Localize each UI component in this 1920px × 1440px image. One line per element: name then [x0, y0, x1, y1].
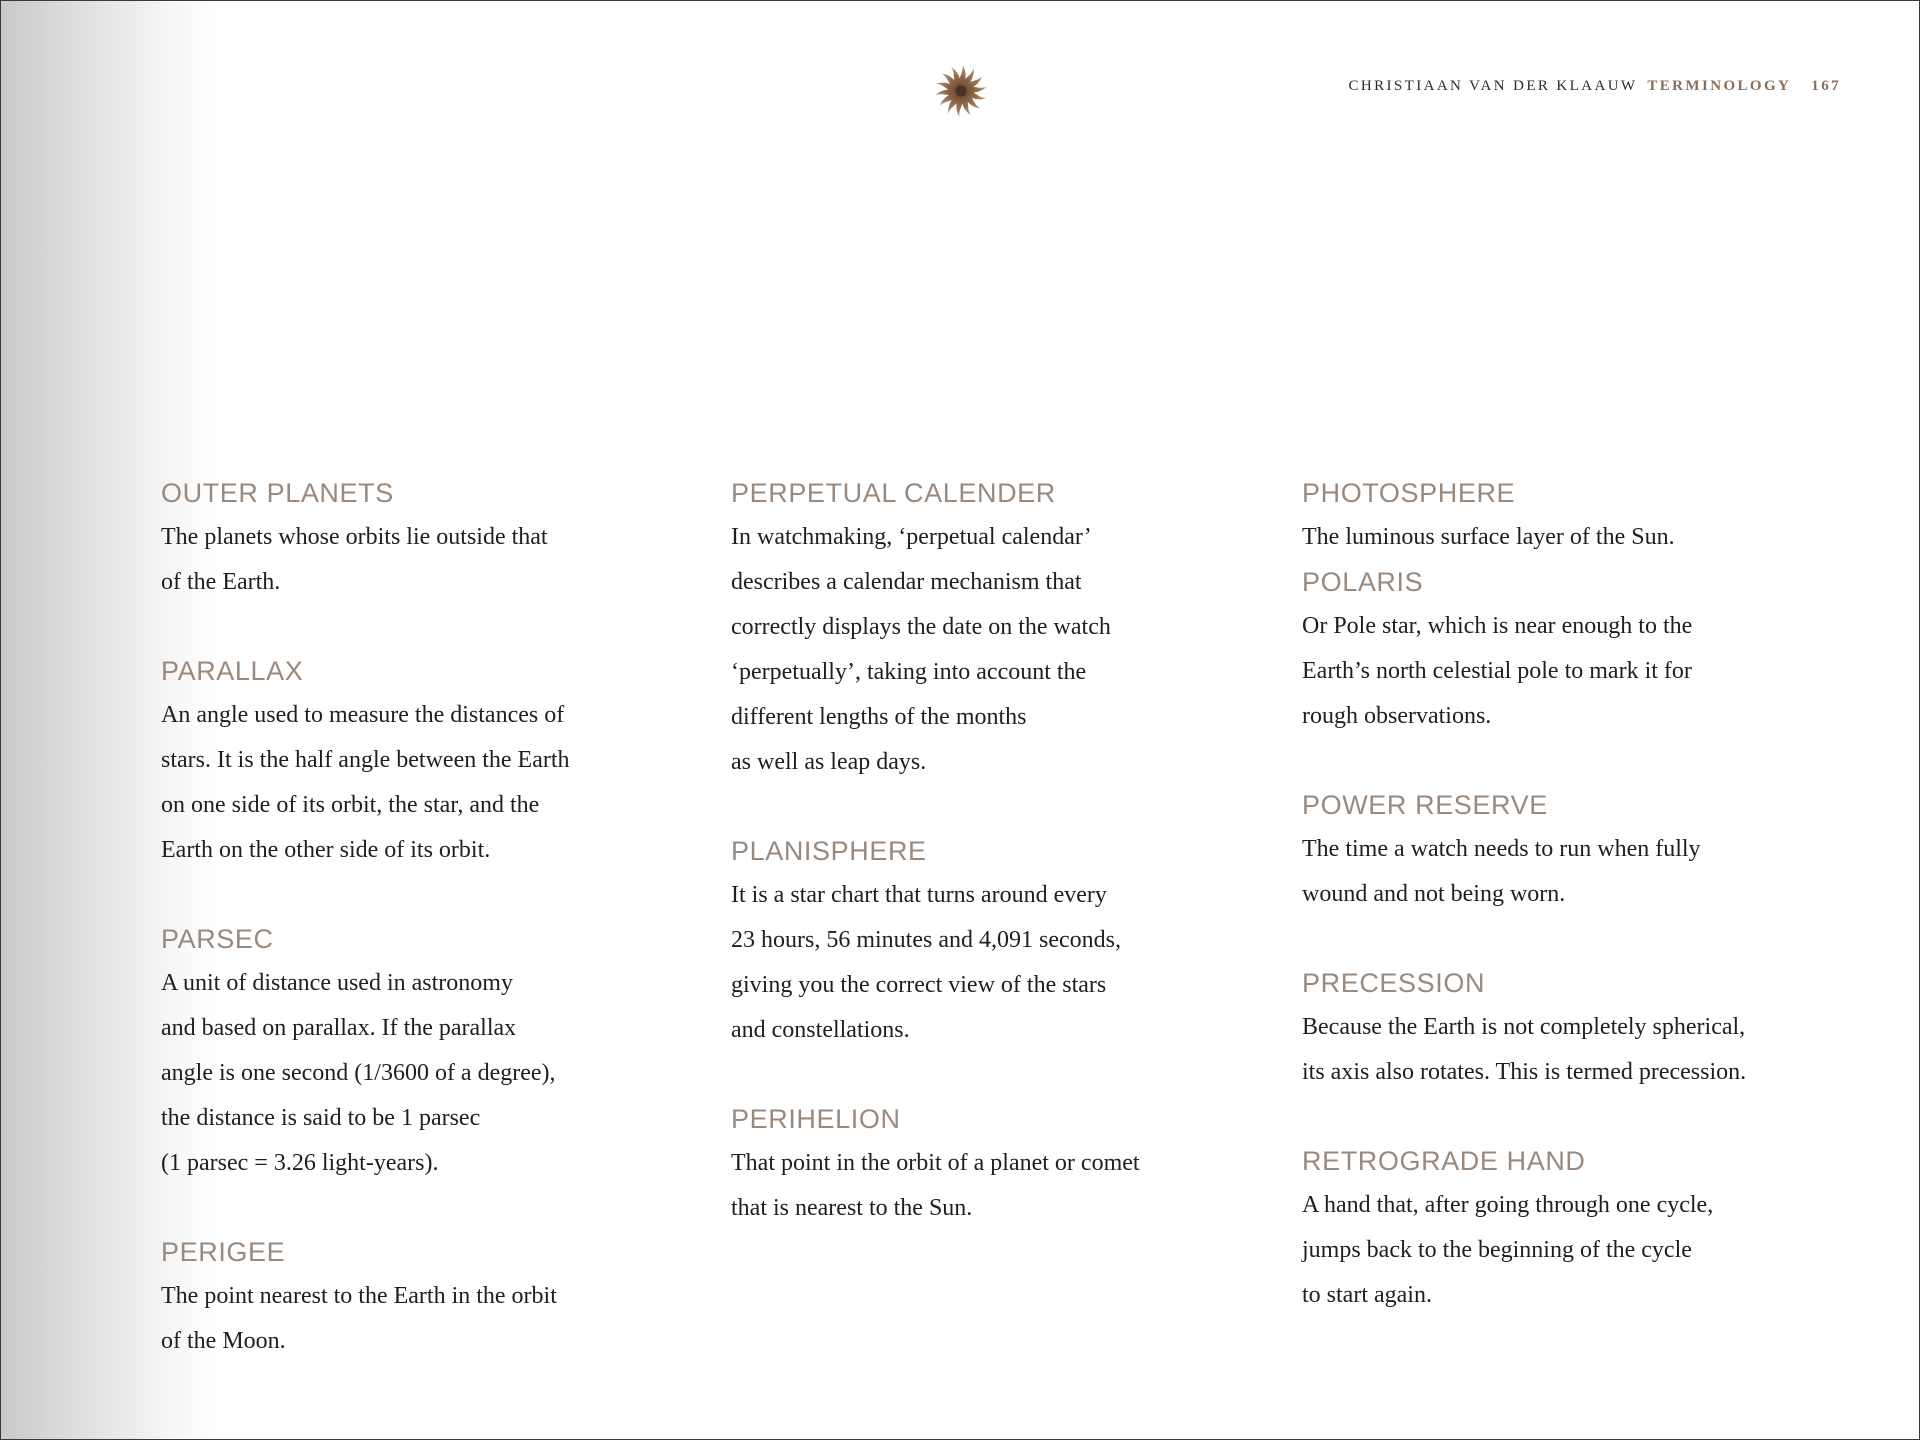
- glossary-column-1: [161, 471, 661, 1364]
- glossary-term: PERIGEE: [161, 1237, 286, 1267]
- glossary-entry-planisphere: [731, 829, 1231, 1053]
- glossary-term: PERIHELION: [731, 1104, 901, 1134]
- sun-ornament-icon: [933, 63, 989, 119]
- glossary-column-3: [1302, 471, 1822, 1318]
- glossary-definition: An angle used to measure the distances of stars. It is the half angle between the Earth on one side of its orbit, the star, and the Earth on the other side of its orbit.: [161, 702, 570, 863]
- glossary-definition: Or Pole star, which is near enough to the Earth’s north celestial pole to mark it for rough observations.: [1302, 613, 1693, 729]
- glossary-term: POLARIS: [1302, 567, 1424, 597]
- glossary-definition: It is a star chart that turns around every 23 hours, 56 minutes and 4,091 seconds, giving you the correct view of the stars and constellations.: [731, 882, 1121, 1043]
- glossary-definition: In watchmaking, ‘perpetual calendar’ describes a calendar mechanism that correctly displays the date on the watch ‘perpetually’, taking into account the different lengths of the months as well as leap days.: [731, 524, 1111, 775]
- glossary-definition: A hand that, after going through one cycle, jumps back to the beginning of the cycle to start again.: [1302, 1192, 1714, 1308]
- glossary-definition: The time a watch needs to run when fully wound and not being worn.: [1302, 836, 1701, 907]
- glossary-entry-parallax: [161, 649, 661, 873]
- glossary-definition: That point in the orbit of a planet or comet that is nearest to the Sun.: [731, 1150, 1140, 1221]
- glossary-definition: The luminous surface layer of the Sun.: [1302, 524, 1675, 550]
- running-head: [1348, 78, 1841, 95]
- glossary-entry-power-reserve: [1302, 783, 1822, 917]
- running-head-section: TERMINOLOGY: [1647, 78, 1792, 94]
- glossary-definition: Because the Earth is not completely spherical, its axis also rotates. This is termed precession.: [1302, 1014, 1747, 1085]
- glossary-definition: The point nearest to the Earth in the orbit of the Moon.: [161, 1283, 557, 1354]
- glossary-term: RETROGRADE HAND: [1302, 1146, 1586, 1176]
- glossary-entry-perpetual-calender: [731, 471, 1231, 785]
- glossary-term: PERPETUAL CALENDER: [731, 478, 1056, 508]
- glossary-term: PHOTOSPHERE: [1302, 478, 1516, 508]
- glossary-column-2: [731, 471, 1231, 1231]
- glossary-entry-polaris: [1302, 560, 1822, 739]
- glossary-entry-outer-planets: [161, 471, 661, 605]
- glossary-term: POWER RESERVE: [1302, 790, 1548, 820]
- glossary-entry-parsec: [161, 917, 661, 1186]
- glossary-definition: A unit of distance used in astronomy and based on parallax. If the parallax angle is one second (1/3600 of a degree), the distance is said to be 1 parsec (1 parsec = 3.26 light-years).: [161, 970, 556, 1176]
- glossary-term: PARALLAX: [161, 656, 304, 686]
- glossary-entry-precession: [1302, 961, 1822, 1095]
- glossary-entry-photosphere: [1302, 471, 1822, 560]
- glossary-entry-perigee: [161, 1230, 661, 1364]
- glossary-definition: The planets whose orbits lie outside that of the Earth.: [161, 524, 548, 595]
- glossary-term: OUTER PLANETS: [161, 478, 394, 508]
- glossary-entry-retrograde-hand: [1302, 1139, 1822, 1318]
- glossary-term: PARSEC: [161, 924, 274, 954]
- glossary-term: PRECESSION: [1302, 968, 1486, 998]
- glossary-entry-perihelion: [731, 1097, 1231, 1231]
- glossary-term: PLANISPHERE: [731, 836, 927, 866]
- page-number: 167: [1811, 78, 1841, 94]
- running-head-author: CHRISTIAAN VAN DER KLAAUW: [1348, 78, 1638, 94]
